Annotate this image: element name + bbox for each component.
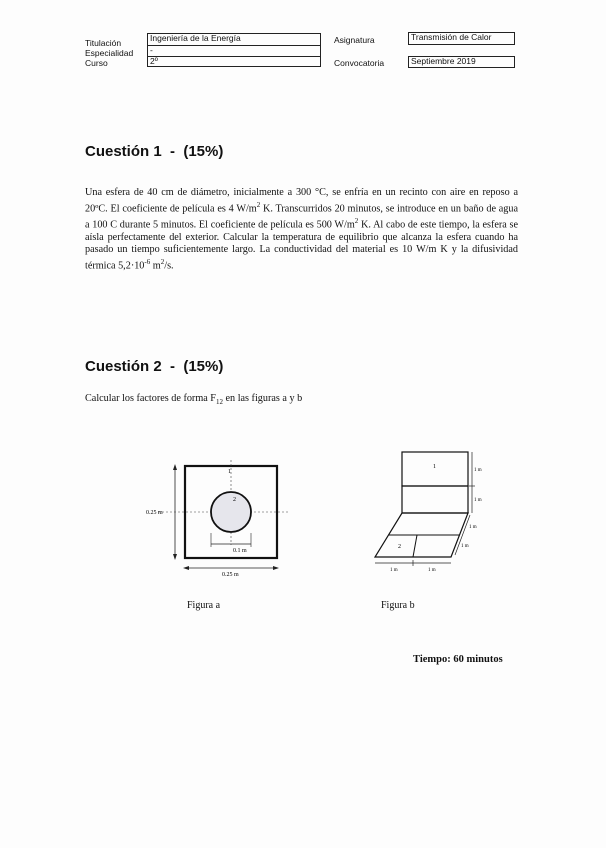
figure-b-label-1: 1 bbox=[433, 464, 436, 470]
asignatura-label: Asignatura bbox=[334, 35, 375, 45]
q2-text-a: Calcular los factores de forma F bbox=[85, 393, 216, 404]
header-left-boxes bbox=[147, 33, 321, 67]
figure-b-dim-6: 1 m bbox=[428, 568, 436, 573]
figure-b-dim-5: 1 m bbox=[390, 568, 398, 573]
figure-b-lower-panel bbox=[402, 486, 468, 513]
figure-a-label-2: 2 bbox=[233, 497, 236, 503]
curso-value: 2º bbox=[147, 56, 321, 67]
figure-a-sphere bbox=[211, 492, 251, 532]
figure-a bbox=[140, 455, 300, 585]
titulacion-label: Titulación bbox=[85, 38, 122, 48]
q2-text-b: en las figuras a y b bbox=[222, 393, 303, 404]
q1-sup-d: 2 bbox=[160, 257, 165, 266]
q1-sup-a: 2 bbox=[256, 201, 261, 209]
question-2-text bbox=[85, 393, 302, 408]
figure-a-arrow-right bbox=[273, 566, 279, 570]
question-2-title: Cuestión 2 - (15%) bbox=[85, 358, 224, 375]
figure-b-dim-3: 1 m bbox=[469, 525, 477, 530]
figure-a-arrow-left bbox=[183, 566, 189, 570]
especialidad-label: Especialidad bbox=[85, 48, 134, 58]
figure-a-dim-diameter: 0.1 m bbox=[233, 548, 247, 554]
figure-a-arrow-up bbox=[173, 464, 177, 470]
time-limit: Tiempo: 60 minutos bbox=[413, 654, 503, 665]
titulacion-value: Ingeniería de la Energía bbox=[147, 33, 321, 45]
figure-b-label-2: 2 bbox=[398, 544, 401, 550]
question-1-title: Cuestión 1 - (15%) bbox=[85, 143, 224, 160]
q1-text-b: K. Transcurridos 20 minutos, se introduce en un baño de agua a 100 C durante 5 minutos. El coeficiente de película es 500 W/m bbox=[85, 203, 518, 231]
q1-text-c: K. Al cabo de este tiempo, la esfera se aísla perfectamente del exterior. Calcular la temperatura de equilibrio que alcanza la esfera cuando ha pasado un tiempo suficientemente largo. La conductividad del material es 10 W/m K y la difusividad térmica 5,2·10 bbox=[85, 219, 518, 272]
figure-a-arrow-down bbox=[173, 554, 177, 560]
convocatoria-value: Septiembre 2019 bbox=[408, 56, 515, 68]
figure-a-dim-bottom: 0.25 m bbox=[222, 572, 239, 578]
q1-text-e: /s. bbox=[164, 260, 174, 272]
q1-sup-b: 2 bbox=[354, 217, 359, 226]
asignatura-value: Transmisión de Calor bbox=[408, 32, 515, 45]
figure-a-dim-left: 0.25 m bbox=[146, 510, 163, 516]
q1-text-d: m bbox=[150, 260, 161, 272]
convocatoria-label: Convocatoria bbox=[334, 58, 385, 68]
figure-b-dim-4: 1 m bbox=[461, 544, 469, 549]
figure-b-floor-divider-2 bbox=[413, 535, 417, 557]
figure-a-label-1: 1 bbox=[228, 469, 231, 475]
figure-b-dim-1: 1 m bbox=[474, 468, 482, 473]
especialidad-value: - bbox=[147, 45, 321, 56]
figure-a-caption: Figura a bbox=[187, 600, 221, 611]
figure-b bbox=[365, 445, 500, 575]
figure-b-caption: Figura b bbox=[381, 600, 415, 611]
figure-b-dim-2: 1 m bbox=[474, 498, 482, 503]
q1-sup-c: -6 bbox=[144, 257, 151, 266]
question-1-text bbox=[85, 187, 518, 272]
curso-label: Curso bbox=[85, 58, 108, 68]
q1-text-a: Una esfera de 40 cm de diámetro, inicialmente a 300 °C, se enfría en un recinto con aire en reposo a 20ºC. El coeficiente de película es 4 W/m bbox=[85, 187, 518, 215]
q2-sub: 12 bbox=[215, 398, 223, 407]
